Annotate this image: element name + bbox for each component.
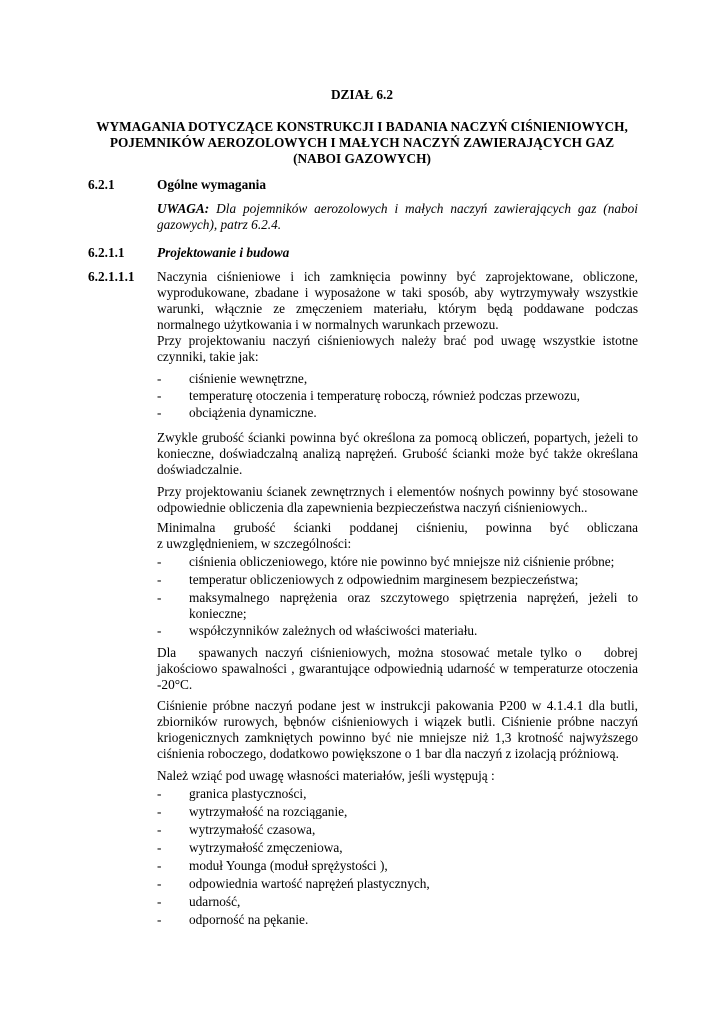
bullet-dash: - xyxy=(157,590,162,605)
note xyxy=(157,201,638,233)
text-line: warunki, włącznie ze zmęczeniem materiału, którym będą poddawane podczas xyxy=(157,301,638,316)
list-item-text: temperaturę otoczenia i temperaturę roboczą, również podczas przewozu, xyxy=(189,388,580,403)
section-number: 6.2.1 xyxy=(88,177,115,192)
text-line: Minimalna grubość ścianki poddanej ciśnieniu, powinna być obliczana xyxy=(157,520,638,535)
section-heading: Projektowanie i budowa xyxy=(157,245,290,260)
section-number: 6.2.1.1.1 xyxy=(88,269,135,284)
bullet-dash: - xyxy=(157,388,162,403)
text-line: konieczne; xyxy=(189,606,247,621)
bullet-dash: - xyxy=(157,858,162,873)
list-item-text: wytrzymałość zmęczeniowa, xyxy=(189,840,343,855)
bullet-dash: - xyxy=(157,554,162,569)
section-heading: Ogólne wymagania xyxy=(157,177,266,192)
text-line: Ciśnienie próbne naczyń podane jest w instrukcji pakowania P200 w 4.1.4.1 dla butli, xyxy=(157,698,638,713)
text-line: ciśnienia roboczego, dodatkowo powiększone o 1 bar dla naczyń z izolacją próżniową. xyxy=(157,746,619,761)
bullet-dash: - xyxy=(157,623,162,638)
bullet-dash: - xyxy=(157,894,162,909)
bullet-dash: - xyxy=(157,405,162,420)
paragraph xyxy=(157,484,638,516)
note-text: Dla pojemników aerozolowych i małych naczyń zawierających gaz (naboi xyxy=(216,201,638,216)
paragraph xyxy=(157,269,638,333)
list-item-text: wytrzymałość na rozciąganie, xyxy=(189,804,348,819)
title-line: WYMAGANIA DOTYCZĄCE KONSTRUKCJI I BADANIA NACZYŃ CIŚNIENIOWYCH, xyxy=(96,119,628,134)
bullet-dash: - xyxy=(157,912,162,927)
bullet-dash: - xyxy=(157,840,162,855)
list-item-text: moduł Younga (moduł sprężystości ), xyxy=(189,858,388,873)
text-line: Zwykle grubość ścianki powinna być określona za pomocą obliczeń, popartych, jeżeli to xyxy=(157,430,638,445)
text-line: jakościowo spawalności , gwarantujące odpowiednią udarność w temperaturze otoczenia xyxy=(157,661,638,676)
title-line: (NABOI GAZOWYCH) xyxy=(293,151,431,166)
text-line: zbiorników rurowych, bębnów ciśnieniowych i wiązek butli. Ciśnienie próbne naczyń xyxy=(157,714,638,729)
bullet-dash: - xyxy=(157,876,162,891)
paragraph xyxy=(157,430,638,478)
bullet-dash: - xyxy=(157,572,162,587)
list-item-text: ciśnienie wewnętrzne, xyxy=(189,371,308,386)
list-item-text: udarność, xyxy=(189,894,241,909)
title-line: POJEMNIKÓW AEROZOLOWYCH I MAŁYCH NACZYŃ ZAWIERAJĄCYCH GAZ xyxy=(109,135,615,150)
list-item-text: granica plastyczności, xyxy=(189,786,307,801)
chapter-heading: DZIAŁ 6.2 xyxy=(330,87,394,102)
bullet-dash: - xyxy=(157,804,162,819)
note-text: gazowych), patrz 6.2.4. xyxy=(157,217,282,232)
section-title xyxy=(90,119,634,167)
text-line: kriogenicznych zamkniętych powinno być nie mniejsze niż 1,3 krotność najwyższego xyxy=(157,730,638,745)
text-line: wyprodukowane, zbadane i wyposażone w taki sposób, aby wytrzymywały wszystkie xyxy=(157,285,638,300)
text-line: konieczne, doświadczalną analizą naprężeń. Grubość ścianki może być także określana xyxy=(157,446,638,461)
list-item-text xyxy=(189,590,638,622)
paragraph xyxy=(157,768,638,784)
bullet-dash: - xyxy=(157,371,162,386)
paragraph xyxy=(157,698,638,762)
text-line: Dla spawanych naczyń ciśnieniowych, można stosować metale tylko o dobrej xyxy=(157,645,638,660)
text-line: doświadczalnie. xyxy=(157,462,243,477)
note-label: UWAGA: xyxy=(157,201,210,216)
text-line: czynniki, takie jak: xyxy=(157,349,259,364)
list-item-text: współczynników zależnych od właściwości materiału. xyxy=(189,623,478,638)
list-item-text: temperatur obliczeniowych z odpowiednim marginesem bezpieczeństwa; xyxy=(189,572,579,587)
list-item-text: obciążenia dynamiczne. xyxy=(189,405,317,420)
text-line: Należ wziąć pod uwagę własności materiałów, jeśli występują : xyxy=(157,768,495,783)
text-line: odpowiednie obliczenia dla zapewnienia bezpieczeństwa naczyń ciśnieniowych.. xyxy=(157,500,588,515)
paragraph xyxy=(157,520,638,552)
list-item-text: wytrzymałość czasowa, xyxy=(189,822,316,837)
text-line: maksymalnego naprężenia oraz szczytowego spiętrzenia naprężeń, jeżeli to xyxy=(189,590,638,605)
text-line: z uwzględnieniem, w szczególności: xyxy=(157,536,352,551)
text-line: -20°C. xyxy=(157,677,193,692)
bullet-dash: - xyxy=(157,786,162,801)
list-item-text: ciśnienia obliczeniowego, które nie powinno być mniejsze niż ciśnienie próbne; xyxy=(189,554,615,569)
list-item-text: odporność na pękanie. xyxy=(189,912,309,927)
text-line: Przy projektowaniu naczyń ciśnieniowych należy brać pod uwagę wszystkie istotne xyxy=(157,333,638,348)
paragraph xyxy=(157,645,638,693)
text-line: Przy projektowaniu ścianek zewnętrznych i elementów nośnych powinny być stosowane xyxy=(157,484,638,499)
bullet-dash: - xyxy=(157,822,162,837)
text-line: normalnego użytkowania i w normalnych warunkach przewozu. xyxy=(157,317,499,332)
text-line: Naczynia ciśnieniowe i ich zamknięcia powinny być zaprojektowane, obliczone, xyxy=(157,269,638,284)
section-number: 6.2.1.1 xyxy=(88,245,125,260)
paragraph xyxy=(157,333,638,365)
list-item-text: odpowiednia wartość naprężeń plastycznych, xyxy=(189,876,430,891)
